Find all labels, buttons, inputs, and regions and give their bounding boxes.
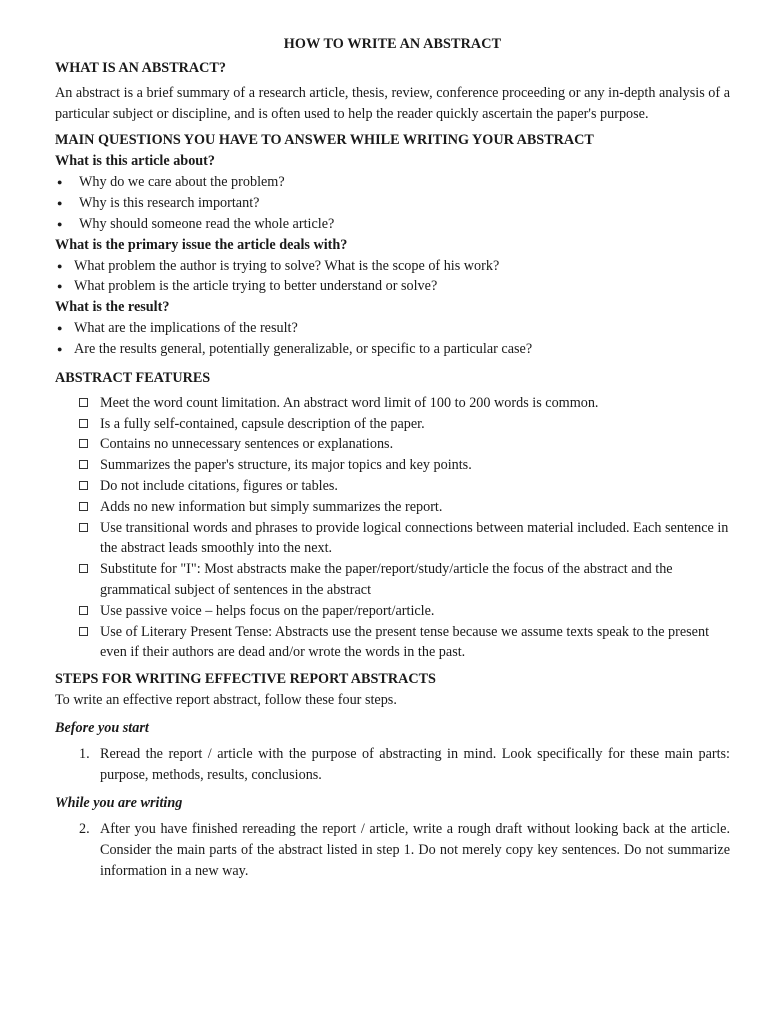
list-item: Adds no new information but simply summarizes the report.: [55, 497, 730, 518]
list-item: ● What problem is the article trying to better understand or solve?: [55, 276, 730, 297]
list-item: Use transitional words and phrases to provide logical connections between material included. Each sentence in the abstract leads smoothly into the next.: [55, 518, 730, 560]
document-title: HOW TO WRITE AN ABSTRACT: [283, 36, 502, 52]
checkbox-icon: [79, 398, 88, 407]
checkbox-icon: [79, 627, 88, 636]
steps-list: [55, 819, 730, 882]
list-item: ● Are the results general, potentially generalizable, or specific to a particular case?: [55, 339, 730, 360]
what-is-heading: WHAT IS AN ABSTRACT?: [55, 60, 226, 76]
steps-heading: STEPS FOR WRITING EFFECTIVE REPORT ABSTRACTS: [55, 671, 436, 688]
list-item: 2. After you have finished rereading the report / article, write a rough draft without looking back at the article. Consider the main parts of the abstract listed in step 1. Do not merely copy key sentences. Do not summarize information in a new way.: [79, 821, 730, 880]
checkbox-icon: [79, 564, 88, 573]
list-item: Meet the word count limitation. An abstract word limit of 100 to 200 words is common.: [55, 393, 730, 414]
list-item: ● What are the implications of the result?: [55, 318, 730, 339]
list-item: 1. Reread the report / article with the purpose of abstracting in mind. Look specifically for these main parts: purpose, methods, results, conclusions.: [79, 746, 730, 784]
checkbox-icon: [79, 439, 88, 448]
question-heading: What is the result?: [55, 299, 170, 316]
features-heading: ABSTRACT FEATURES: [55, 369, 211, 386]
question-heading: What is the primary issue the article deals with?: [55, 236, 348, 253]
steps-intro: To write an effective report abstract, follow these four steps.: [55, 692, 397, 709]
steps-list: [55, 744, 730, 786]
question-heading: What is this article about?: [55, 153, 216, 170]
list-item: Contains no unnecessary sentences or explanations.: [55, 434, 730, 455]
checkbox-icon: [79, 419, 88, 428]
list-item: Do not include citations, figures or tables.: [55, 476, 730, 497]
list-item: Substitute for "I": Most abstracts make the paper/report/study/article the focus of the abstract and the grammatical subject of sentences in the abstract: [55, 559, 730, 601]
question-list: [55, 256, 730, 298]
list-item: Is a fully self-contained, capsule description of the paper.: [55, 414, 730, 435]
checkbox-icon: [79, 606, 88, 615]
checkbox-icon: [79, 523, 88, 532]
question-list: [55, 172, 730, 234]
list-item: Use passive voice – helps focus on the paper/report/article.: [55, 601, 730, 622]
question-list: [55, 318, 730, 360]
list-item: ● Why is this research important?: [55, 193, 730, 214]
what-is-paragraph: An abstract is a brief summary of a research article, thesis, review, conference proceeding or any in-depth analysis of a particular subject or discipline, and is often used to help the reader quickly ascertain the paper's purpose.: [55, 85, 730, 122]
checkbox-icon: [79, 481, 88, 490]
checkbox-icon: [79, 502, 88, 511]
list-item: Use of Literary Present Tense: Abstracts use the present tense because we assume texts speak to the present even if their authors are dead and/or wrote the words in the past.: [55, 622, 730, 664]
list-item: ● Why should someone read the whole article?: [55, 214, 730, 235]
step-section-label: Before you start: [55, 720, 149, 737]
list-item: ● Why do we care about the problem?: [55, 172, 730, 193]
main-questions-heading: MAIN QUESTIONS YOU HAVE TO ANSWER WHILE WRITING YOUR ABSTRACT: [55, 132, 594, 149]
checkbox-icon: [79, 460, 88, 469]
list-item: ● What problem the author is trying to solve? What is the scope of his work?: [55, 256, 730, 277]
features-list: [55, 393, 730, 663]
step-section-label: While you are writing: [55, 795, 183, 812]
list-item: Summarizes the paper's structure, its major topics and key points.: [55, 455, 730, 476]
